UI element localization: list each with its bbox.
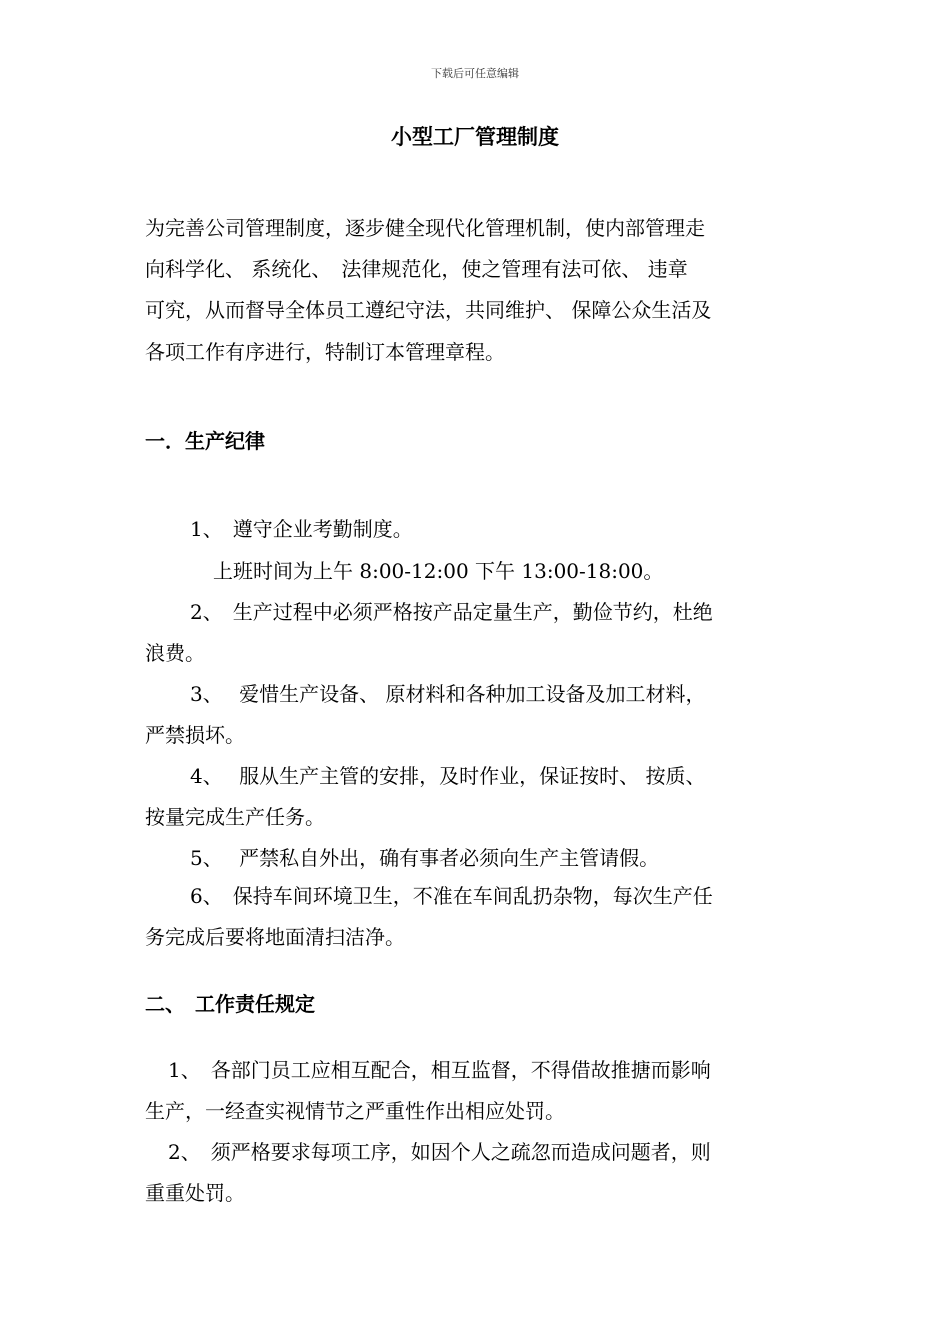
document-title: 小型工厂管理制度 [391,125,559,149]
section2-line-3: 2、 须严格要求每项工序，如因个人之疏忽而造成问题者，则 [168,1140,711,1164]
section1-line-11: 务完成后要将地面清扫洁净。 [145,925,405,949]
intro-line-2: 向科学化、 系统化、 法律规范化，使之管理有法可依、 违章 [145,257,688,281]
section1-line-5: 3、 爱惜生产设备、 原材料和各种加工设备及加工材料， [190,682,706,706]
section1-line-2: 上班时间为上午 8:00-12:00 下午 13:00-18:00。 [213,559,664,583]
section1-line-4: 浪费。 [145,641,205,665]
header-note: 下载后可任意编辑 [431,67,519,80]
section1-line-10: 6、 保持车间环境卫生，不准在车间乱扔杂物，每次生产任 [190,884,713,908]
section1-line-6: 严禁损坏。 [145,723,245,747]
intro-line-1: 为完善公司管理制度，逐步健全现代化管理机制，使内部管理走 [145,216,705,240]
intro-line-4: 各项工作有序进行，特制订本管理章程。 [145,340,505,364]
section-heading-work-responsibility: 二、 工作责任规定 [145,992,315,1016]
section1-line-7: 4、 服从生产主管的安排，及时作业，保证按时、 按质、 [190,764,706,788]
section2-line-1: 1、 各部门员工应相互配合，相互监督，不得借故推搪而影响 [168,1058,711,1082]
section1-line-8: 按量完成生产任务。 [145,805,325,829]
section1-line-9: 5、 严禁私自外出，确有事者必须向生产主管请假。 [190,846,660,870]
intro-line-3: 可究，从而督导全体员工遵纪守法，共同维护、 保障公众生活及 [145,298,712,322]
section2-line-2: 生产，一经查实视情节之严重性作出相应处罚。 [145,1099,565,1123]
section-heading-production-discipline: 一．生产纪律 [145,429,265,453]
section1-line-3: 2、 生产过程中必须严格按产品定量生产，勤俭节约，杜绝 [190,600,713,624]
section2-line-4: 重重处罚。 [145,1181,245,1205]
section1-line-1: 1、 遵守企业考勤制度。 [190,517,413,541]
